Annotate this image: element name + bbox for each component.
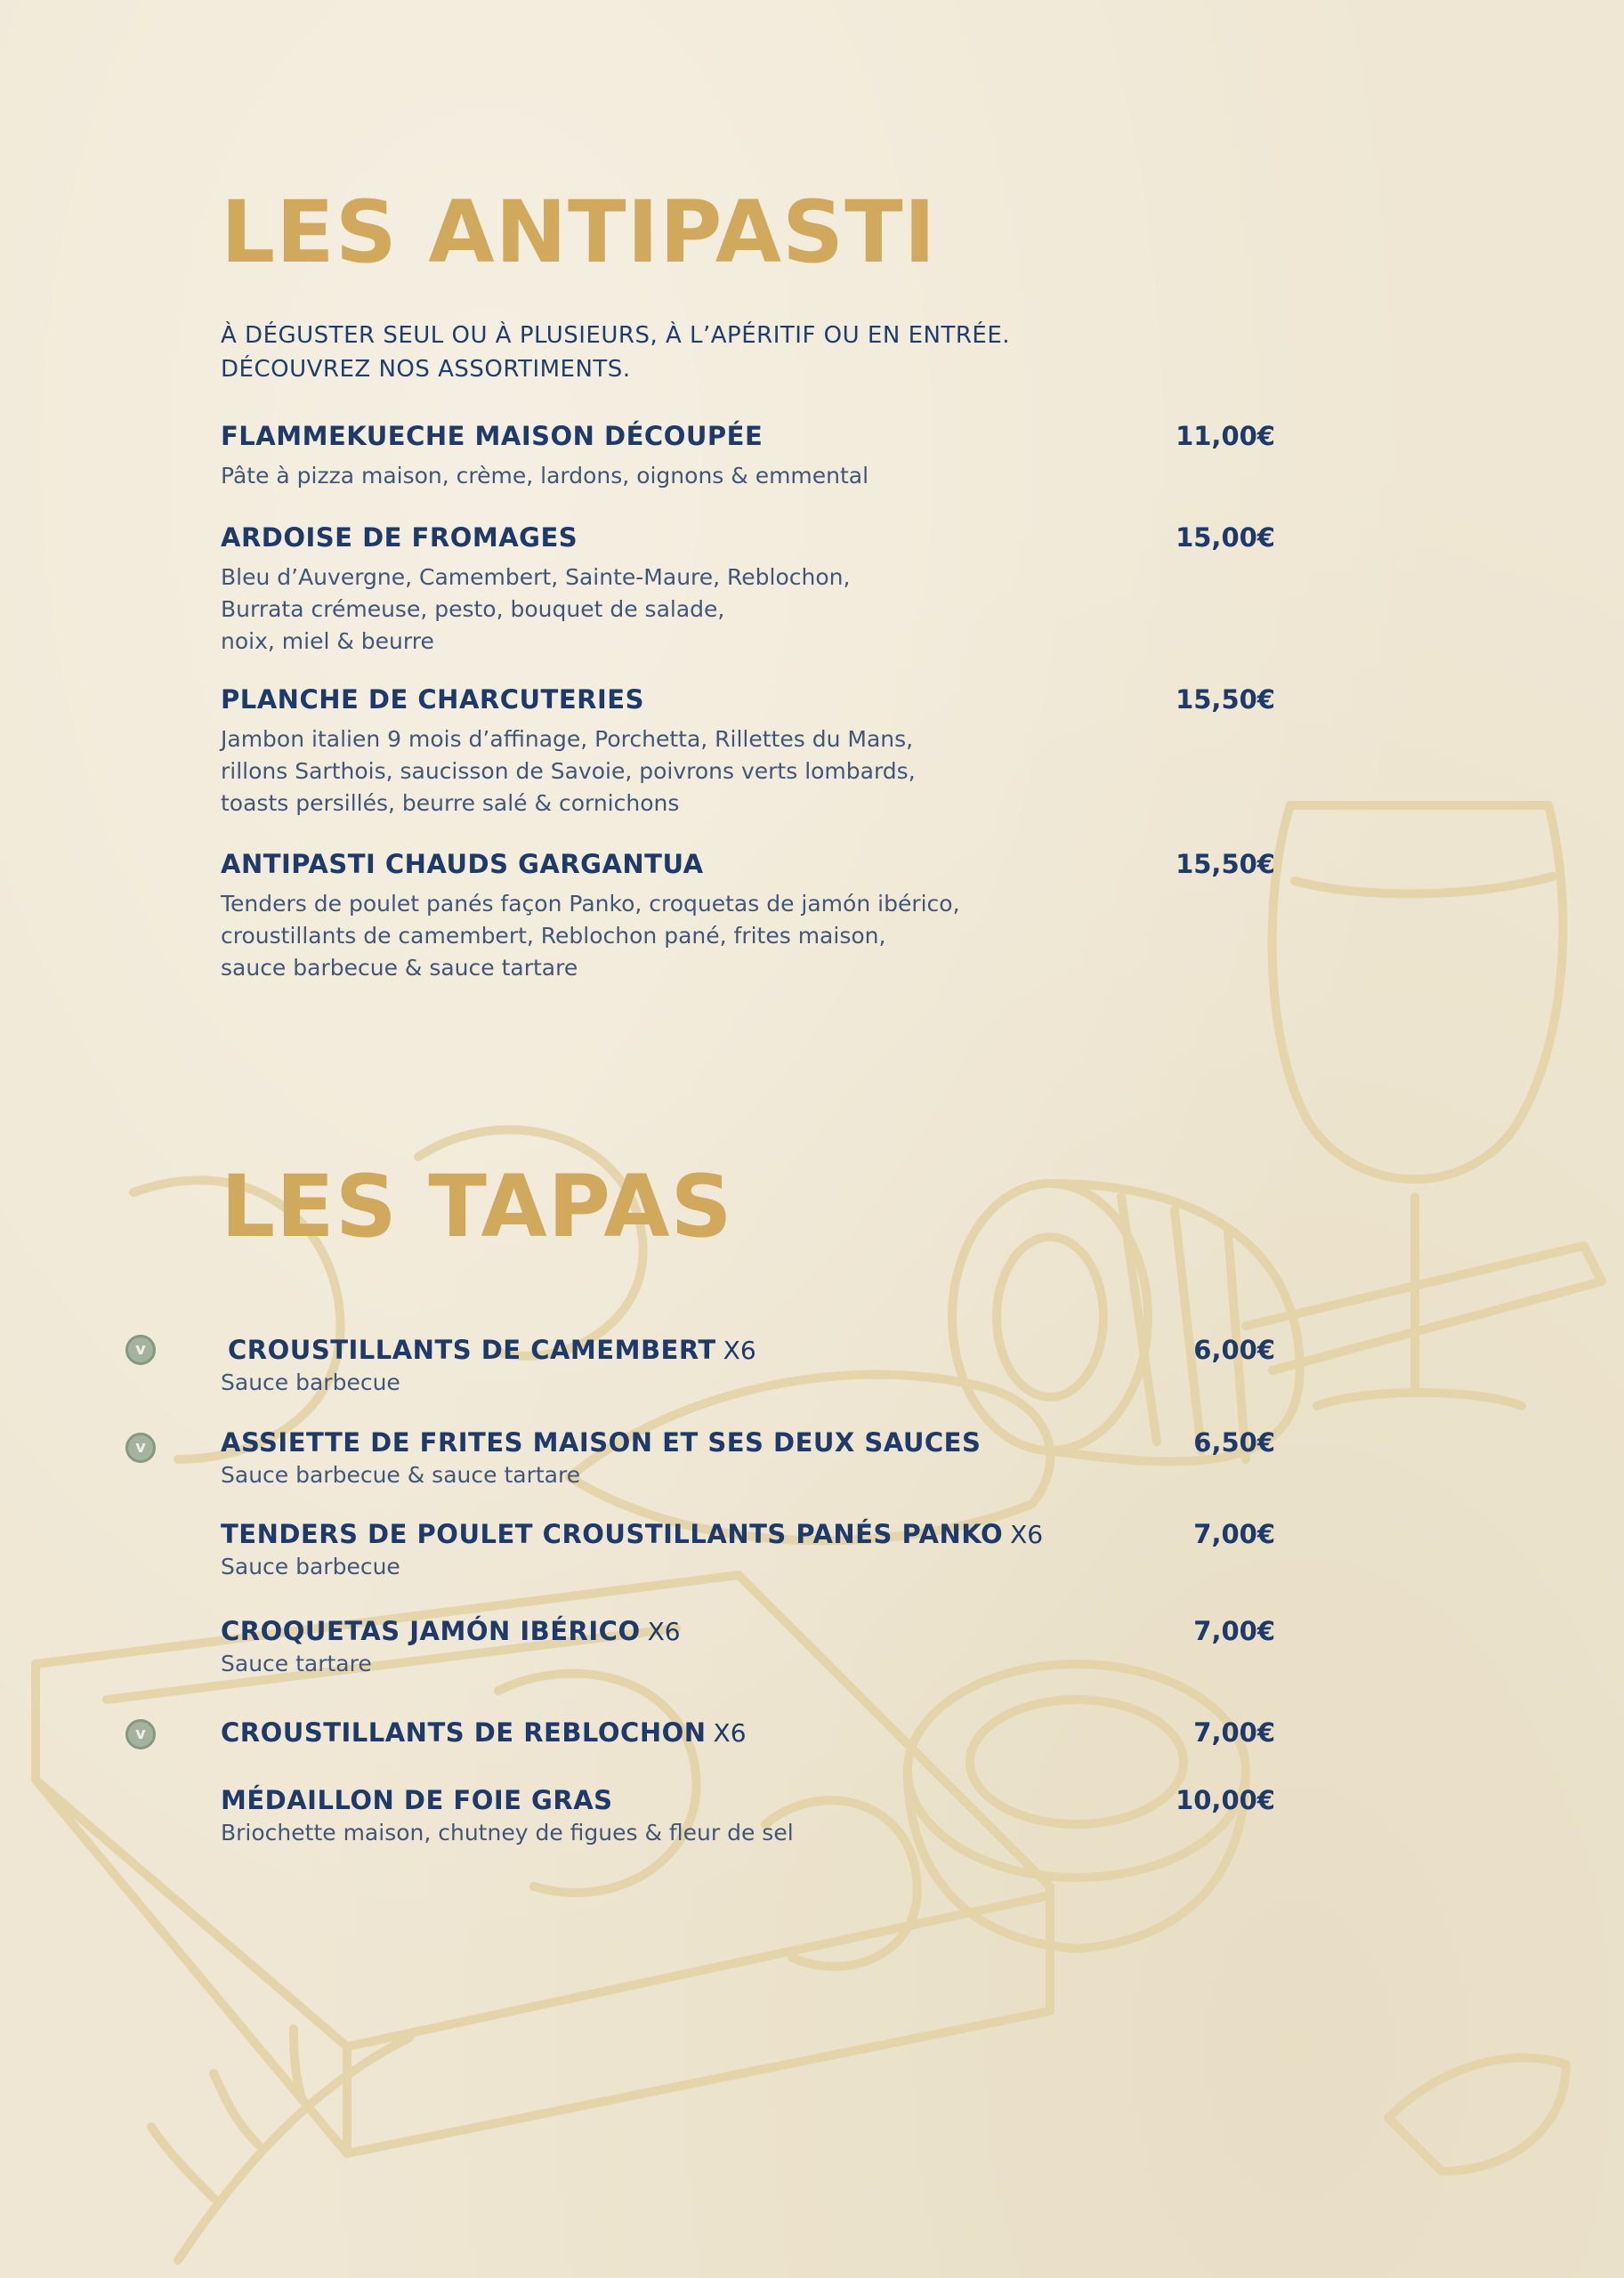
item-price: 15,50€ — [1176, 849, 1275, 879]
vegetarian-icon — [125, 1335, 156, 1365]
item-name: ARDOISE DE FROMAGES — [221, 522, 578, 553]
antipasti-intro — [221, 319, 1022, 386]
item-name: MÉDAILLON DE FOIE GRAS — [221, 1785, 613, 1815]
tapas-item — [221, 1717, 1275, 1748]
antipasti-intro-line: DÉCOUVREZ NOS ASSORTIMENTS. — [221, 356, 631, 383]
item-description: Sauce barbecue & sauce tartare — [221, 1462, 581, 1488]
vegetarian-icon — [125, 1433, 156, 1463]
item-price: 7,00€ — [1193, 1616, 1275, 1646]
antipasti-item — [221, 684, 1275, 820]
item-quantity: X6 — [1010, 1520, 1044, 1549]
tapas-item — [221, 1785, 1275, 1849]
vegetarian-symbol: v — [135, 1438, 146, 1457]
item-name: ANTIPASTI CHAUDS GARGANTUA — [221, 849, 704, 879]
item-name: CROQUETAS JAMÓN IBÉRICO — [221, 1616, 641, 1646]
antipasti-item — [221, 849, 1275, 984]
tapas-item — [221, 1616, 1275, 1680]
vegetarian-symbol: v — [135, 1340, 146, 1359]
item-description: Sauce barbecue — [221, 1369, 400, 1395]
item-quantity: X6 — [723, 1336, 756, 1365]
item-name: TENDERS DE POULET CROUSTILLANTS PANÉS PANKO — [221, 1519, 1004, 1549]
item-description: Jambon italien 9 mois d’affinage, Porchetta, Rillettes du Mans, rillons Sarthois, saucisson de Savoie, poivrons verts lombards, toasts persillés, beurre salé & cornichons — [221, 726, 916, 816]
tapas-item — [221, 1427, 1275, 1491]
item-description: Briochette maison, chutney de figues & fleur de sel — [221, 1820, 794, 1846]
item-price: 6,00€ — [1193, 1335, 1275, 1365]
item-description: Sauce tartare — [221, 1651, 372, 1676]
tapas-item — [221, 1335, 1275, 1399]
tapas-item — [221, 1519, 1275, 1583]
item-price: 6,50€ — [1193, 1427, 1275, 1458]
item-price: 15,00€ — [1176, 522, 1275, 553]
item-name: ASSIETTE DE FRITES MAISON ET SES DEUX SAUCES — [221, 1427, 982, 1458]
item-description: Pâte à pizza maison, crème, lardons, oignons & emmental — [221, 463, 869, 489]
item-price: 7,00€ — [1193, 1519, 1275, 1549]
item-price: 7,00€ — [1193, 1717, 1275, 1748]
antipasti-item — [221, 522, 1275, 658]
antipasti-title: LES ANTIPASTI — [221, 182, 937, 282]
item-name: CROUSTILLANTS DE REBLOCHON — [221, 1717, 707, 1748]
antipasti-intro-line: À DÉGUSTER SEUL OU À PLUSIEURS, À L’APÉRITIF OU EN ENTRÉE. — [221, 322, 1011, 349]
item-price: 11,00€ — [1176, 421, 1275, 451]
item-name: PLANCHE DE CHARCUTERIES — [221, 684, 644, 715]
antipasti-item — [221, 421, 1275, 492]
item-description: Bleu d’Auvergne, Camembert, Sainte-Maure, Reblochon, Burrata crémeuse, pesto, bouquet de salade, noix, miel & beurre — [221, 564, 851, 654]
item-name: CROUSTILLANTS DE CAMEMBERT — [228, 1335, 716, 1365]
item-name: FLAMMEKUECHE MAISON DÉCOUPÉE — [221, 421, 764, 451]
item-description: Tenders de poulet panés façon Panko, croquetas de jamón ibérico, croustillants de camembert, Reblochon pané, frites maison, sauce barbecue & sauce tartare — [221, 891, 960, 981]
vegetarian-symbol: v — [135, 1725, 146, 1743]
item-quantity: X6 — [713, 1718, 747, 1748]
item-price: 15,50€ — [1176, 684, 1275, 715]
tapas-title: LES TAPAS — [221, 1157, 733, 1256]
vegetarian-icon — [125, 1719, 156, 1749]
item-price: 10,00€ — [1176, 1785, 1275, 1815]
item-quantity: X6 — [647, 1617, 681, 1646]
item-description: Sauce barbecue — [221, 1554, 400, 1579]
